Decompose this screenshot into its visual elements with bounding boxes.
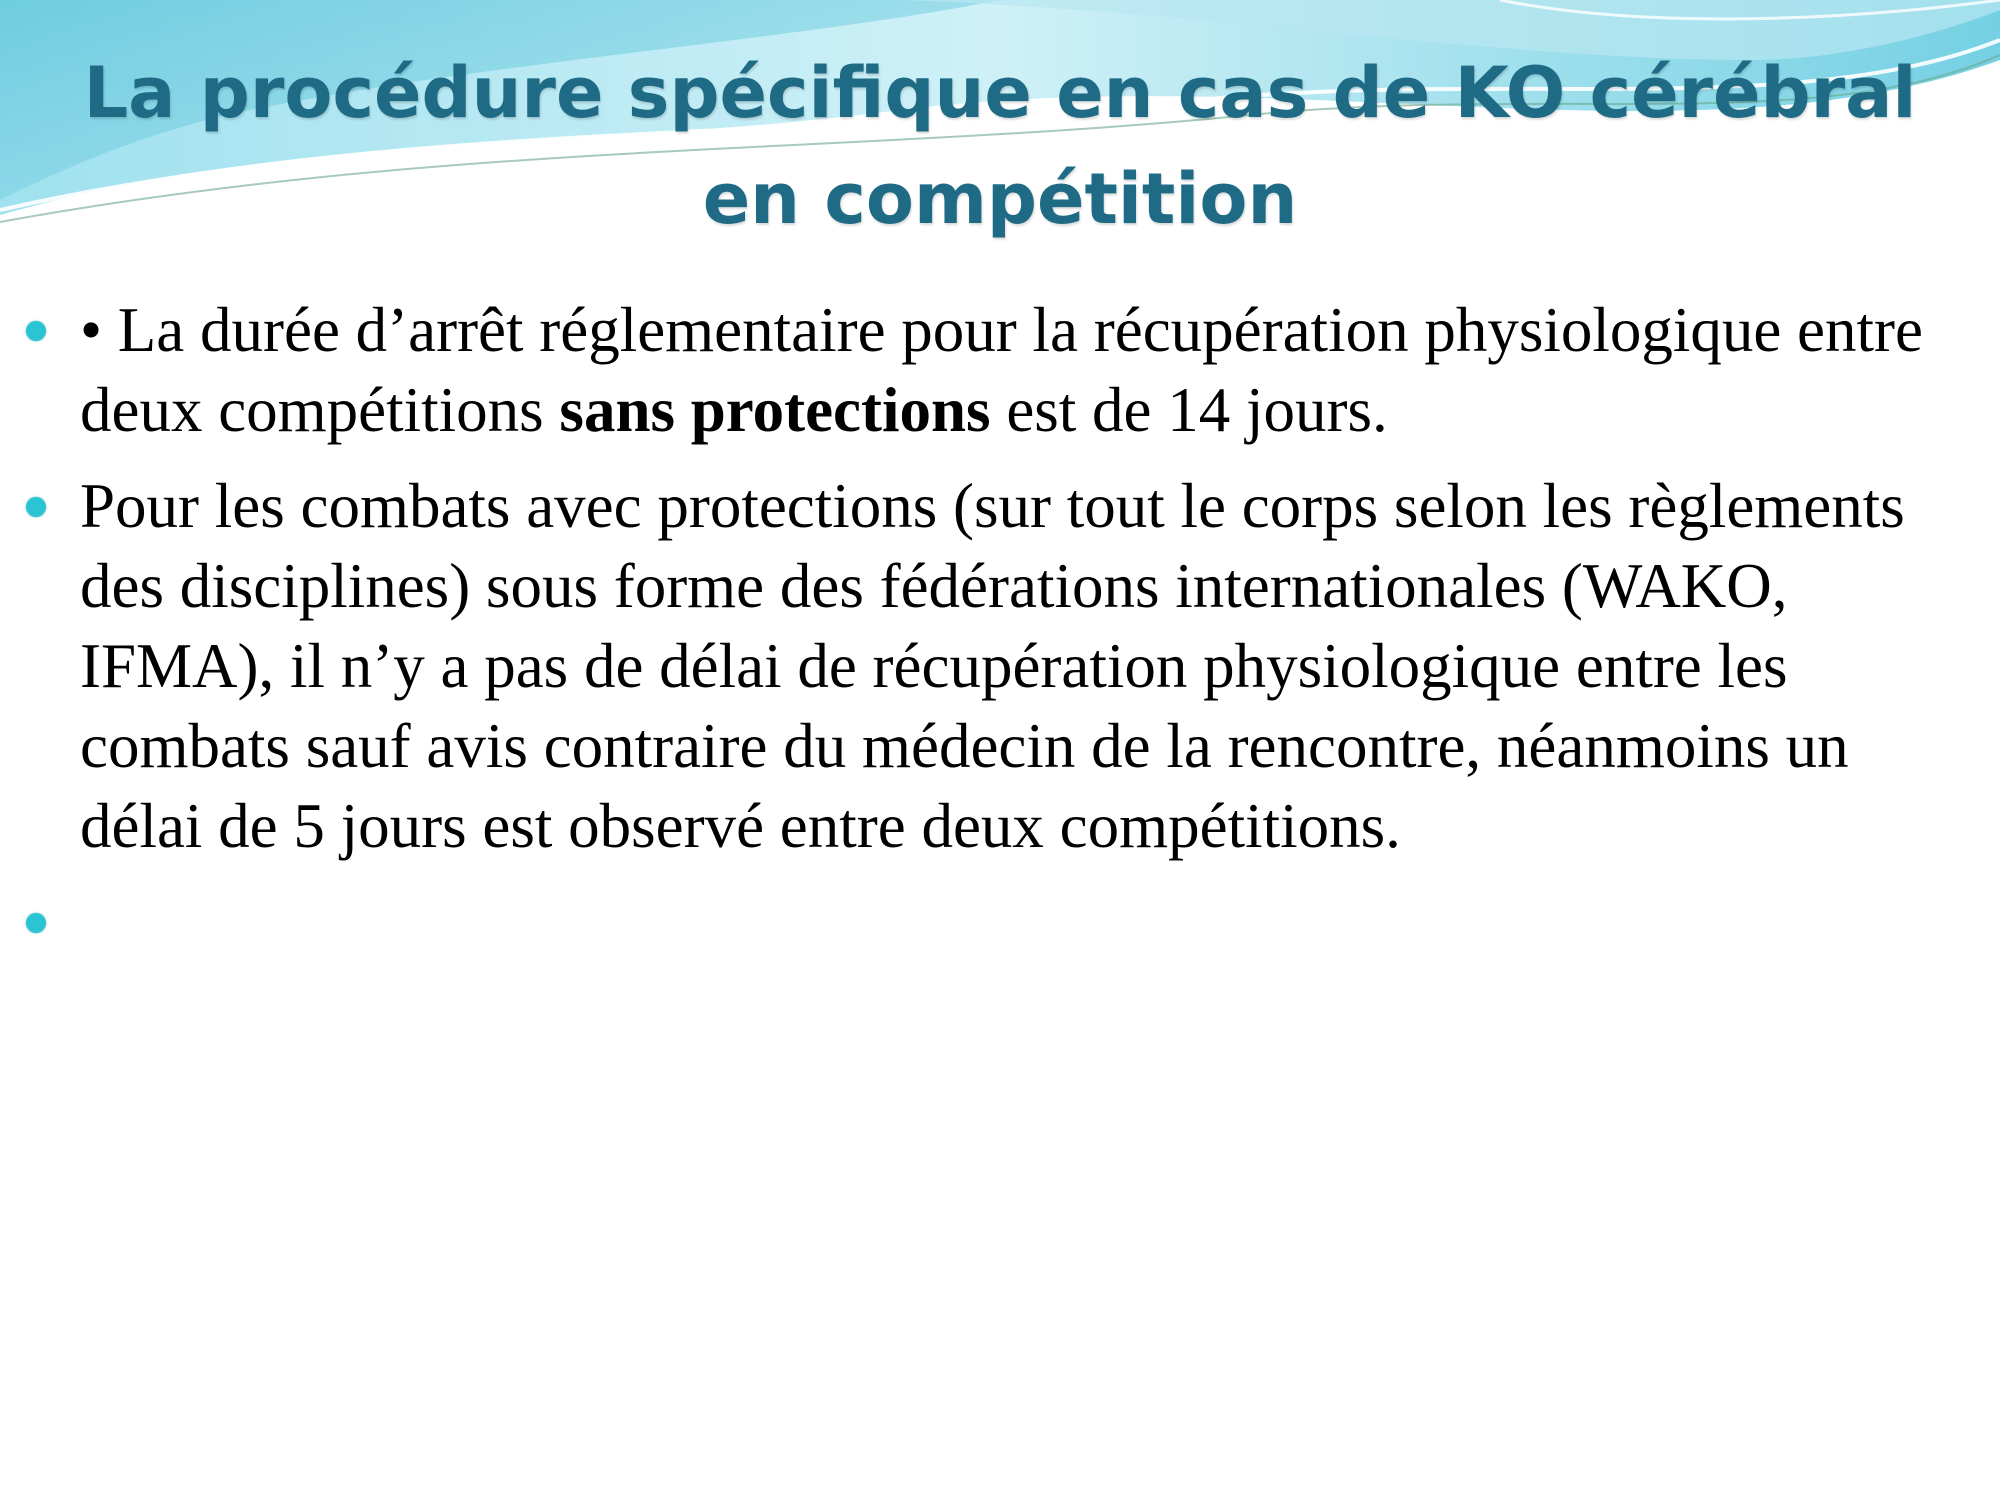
bullet-item-protected-combats: [0, 466, 2000, 866]
bullet-list: [0, 290, 2000, 978]
bullet-dot-icon: [26, 321, 46, 341]
bullet-dot-icon: [26, 913, 46, 933]
bullet-dot-icon: [26, 497, 46, 517]
slide-title: [60, 40, 1940, 252]
bullet-text: Pour les combats avec protections (sur tout le corps selon les règlements des disciplines) sous forme des fédérations internationales (WAKO, IFMA), il n’y a pas de délai de récupération physiologique entre les combats sauf avis contraire du médecin de la rencontre, néanmoins un délai de 5 jours est observé entre deux compétitions.: [80, 471, 1905, 861]
title-line-2: en compétition: [702, 158, 1298, 240]
title-line-1: La procédure spécifique en cas de KO cérébral: [83, 52, 1917, 134]
bullet-text-bold: sans protections: [559, 375, 991, 445]
bullet-item-empty: [0, 882, 2000, 962]
bullet-text-suffix: est de 14 jours.: [990, 375, 1388, 445]
bullet-text-prefix: • La durée d’arrêt réglementaire pour la récupération physiologique entre deux compétitions: [80, 295, 1923, 445]
bullet-item-recovery-duration: [0, 290, 2000, 450]
